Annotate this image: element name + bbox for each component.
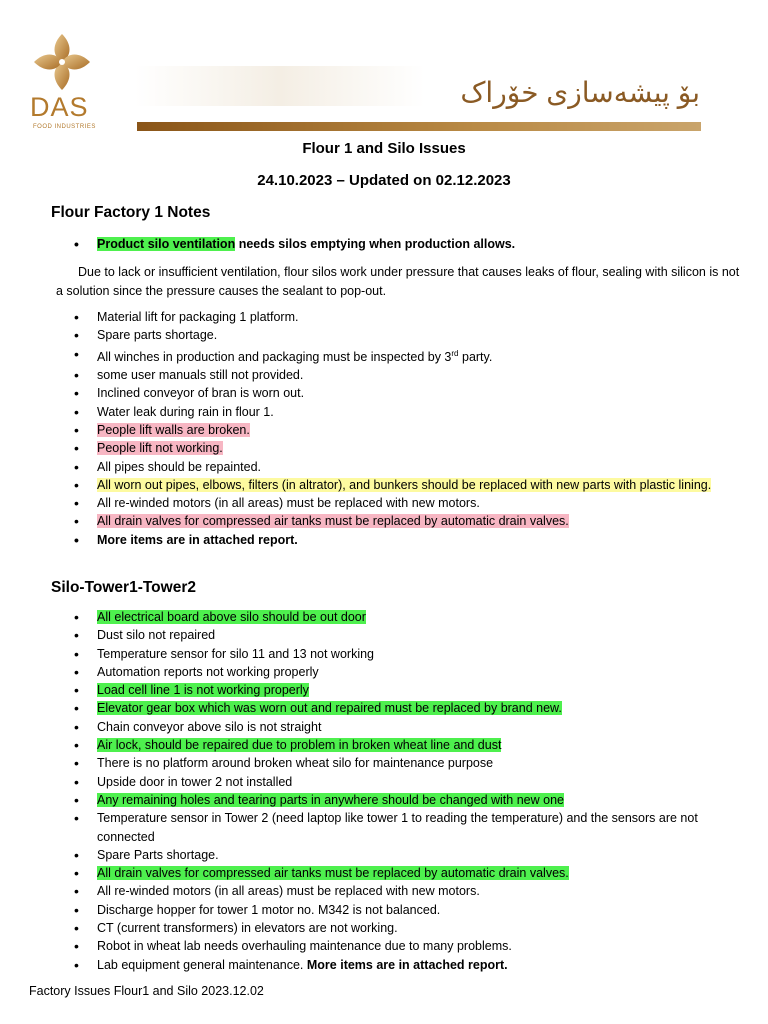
banner-kurdish-title: بۆ پیشەسازی خۆراک bbox=[460, 77, 700, 108]
list-item: • More items are in attached report. bbox=[0, 531, 768, 549]
list-item: • Robot in wheat lab needs overhauling maintenance due to many problems. bbox=[0, 937, 768, 955]
banner-bar bbox=[137, 122, 701, 131]
list-item bbox=[0, 235, 768, 253]
list-item: • All drain valves for compressed air tanks must be replaced by automatic drain valves. bbox=[0, 864, 768, 882]
lead-highlight: Product silo ventilation bbox=[97, 237, 236, 251]
list-item: • Lab equipment general maintenance. More items are in attached report. bbox=[0, 956, 768, 974]
logo-subtitle: FOOD INDUSTRIES bbox=[33, 124, 96, 130]
list-item: • People lift not working. bbox=[0, 439, 768, 457]
list-item: • Load cell line 1 is not working properly bbox=[0, 681, 768, 699]
page-footer: Factory Issues Flour1 and Silo 2023.12.02 bbox=[29, 984, 264, 998]
list-item: • All drain valves for compressed air tanks must be replaced by automatic drain valves. bbox=[0, 512, 768, 530]
flour-notes-list bbox=[0, 308, 768, 549]
list-item: • There is no platform around broken wheat silo for maintenance purpose bbox=[0, 754, 768, 772]
section-heading-silo: Silo-Tower1-Tower2 bbox=[51, 579, 196, 596]
section-heading-flour: Flour Factory 1 Notes bbox=[51, 204, 211, 221]
list-item: • Automation reports not working properly bbox=[0, 663, 768, 681]
list-item: • Material lift for packaging 1 platform. bbox=[0, 308, 768, 326]
list-item: • Chain conveyor above silo is not straight bbox=[0, 718, 768, 736]
flour-paragraph: Due to lack or insufficient ventilation, flour silos work under pressure that causes leaks of flour, sealing with silicon is not a solution since the pressure causes the sealant to pop-out. bbox=[56, 265, 740, 298]
list-item: • All winches in production and packaging must be inspected by 3rd party. bbox=[0, 345, 768, 366]
list-item: • All worn out pipes, elbows, filters (in altrator), and bunkers should be replaced with new parts with plastic lining. bbox=[0, 476, 768, 494]
list-item: • Temperature sensor for silo 11 and 13 not working bbox=[0, 645, 768, 663]
list-item: • Any remaining holes and tearing parts in anywhere should be changed with new one bbox=[0, 791, 768, 809]
list-item: • Inclined conveyor of bran is worn out. bbox=[0, 384, 768, 402]
list-item: • All pipes should be repainted. bbox=[0, 458, 768, 476]
list-item: • Upside door in tower 2 not installed bbox=[0, 773, 768, 791]
lead-rest: needs silos emptying when production allows. bbox=[235, 237, 516, 251]
document-title: Flour 1 and Silo Issues bbox=[302, 140, 466, 157]
list-item: • Discharge hopper for tower 1 motor no. M342 is not balanced. bbox=[0, 901, 768, 919]
list-item: • All re-winded motors (in all areas) must be replaced with new motors. bbox=[0, 882, 768, 900]
banner-fade bbox=[135, 66, 425, 106]
list-item: • some user manuals still not provided. bbox=[0, 366, 768, 384]
list-item: • Spare Parts shortage. bbox=[0, 846, 768, 864]
flour-lead-list bbox=[0, 235, 768, 253]
silo-notes-list bbox=[0, 608, 768, 974]
list-item: • Water leak during rain in flour 1. bbox=[0, 403, 768, 421]
list-item: • Elevator gear box which was worn out and repaired must be replaced by brand new. bbox=[0, 699, 768, 717]
document-date: 24.10.2023 – Updated on 02.12.2023 bbox=[257, 172, 511, 189]
logo-text: DAS bbox=[30, 92, 89, 122]
list-item: • All re-winded motors (in all areas) must be replaced with new motors. bbox=[0, 494, 768, 512]
list-item: • Temperature sensor in Tower 2 (need laptop like tower 1 to reading the temperature) and the sensors are not connected bbox=[0, 809, 768, 846]
list-item: • Spare parts shortage. bbox=[0, 326, 768, 344]
list-item: • CT (current transformers) in elevators are not working. bbox=[0, 919, 768, 937]
list-item: • All electrical board above silo should be out door bbox=[0, 608, 768, 626]
list-item: • Dust silo not repaired bbox=[0, 626, 768, 644]
list-item: • People lift walls are broken. bbox=[0, 421, 768, 439]
list-item: • Air lock, should be repaired due to problem in broken wheat line and dust bbox=[0, 736, 768, 754]
